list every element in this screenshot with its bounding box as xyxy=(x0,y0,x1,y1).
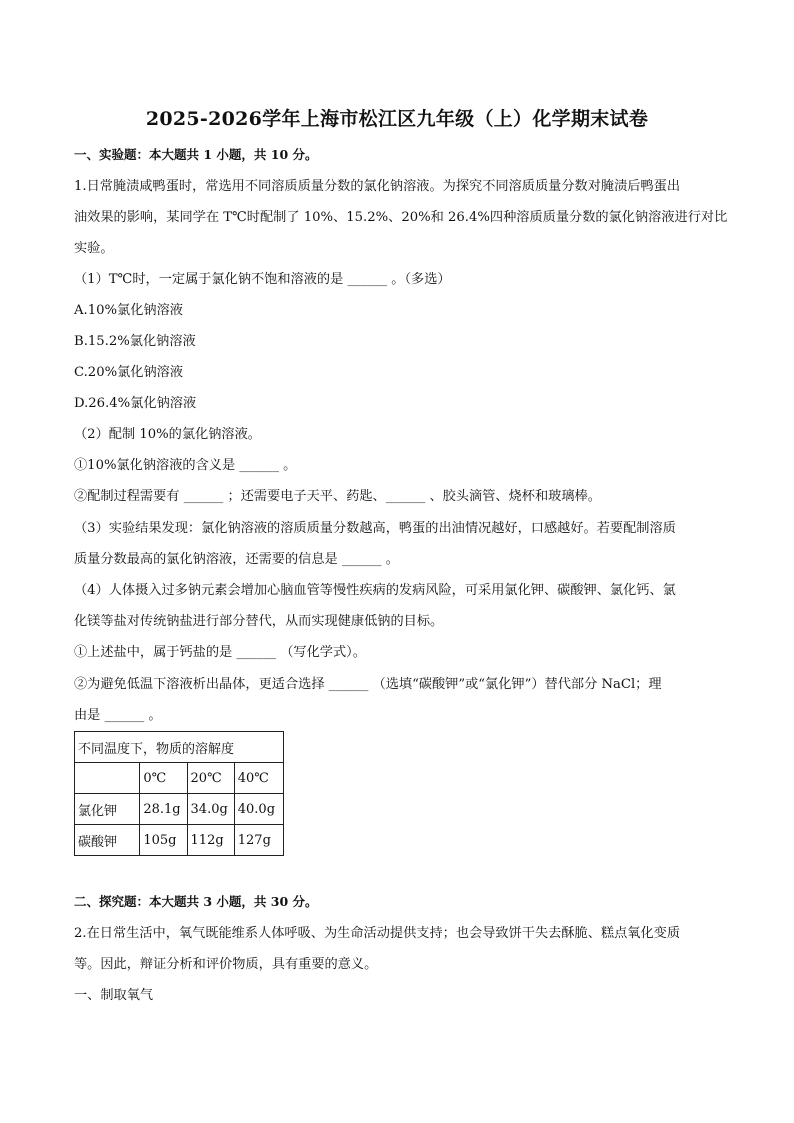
q1-intro-line-1: 1.日常腌渍咸鸭蛋时，常选用不同溶质质量分数的氯化钠溶液。为探究不同溶质质量分数对腌渍后鸭蛋出 xyxy=(74,179,681,194)
q1-part-2: （2）配制 10%的氯化钠溶液。 xyxy=(74,427,261,442)
q1-part-4-line-1: （4）人体摄入过多钠元素会增加心脑血管等慢性疾病的发病风险，可采用氯化钾、碳酸钾、氯化钙、氯 xyxy=(74,583,676,598)
exam-title: 2025-2026学年上海市松江区九年级（上）化学期末试卷 xyxy=(145,108,649,130)
table-row xyxy=(75,794,284,825)
table-header-cell: 40℃ xyxy=(234,763,283,794)
table-header-cell: 20℃ xyxy=(187,763,234,794)
table-header-cell xyxy=(75,763,140,794)
q2-subheading: 一、制取氧气 xyxy=(74,988,154,1003)
table-cell: 127g xyxy=(234,825,283,856)
q1-part-4-line-2: 化镁等盐对传统钠盐进行部分替代，从而实现健康低钠的目标。 xyxy=(74,614,444,629)
q1-option-c: C.20%氯化钠溶液 xyxy=(74,365,184,380)
table-header-row xyxy=(75,763,284,794)
table-caption-row xyxy=(75,732,284,763)
table-cell: 氯化钾 xyxy=(75,794,140,825)
q1-part-4-item-2: ②为避免低温下溶液析出晶体，更适合选择 ______ （选填“碳酸钾”或“氯化钾”）替代部分 NaCl；理 xyxy=(74,677,662,692)
q1-part-2-item-2: ②配制过程需要有 ______ ；还需要电子天平、药匙、______ 、胶头滴管、烧杯和玻璃棒。 xyxy=(74,489,601,504)
q1-part-4-item-1: ①上述盐中，属于钙盐的是 ______ （写化学式）。 xyxy=(74,645,366,660)
table-row xyxy=(75,825,284,856)
q2-intro-line-2: 等。因此，辩证分析和评价物质，具有重要的意义。 xyxy=(74,957,378,972)
q2-intro-line-1: 2.在日常生活中，氧气既能维系人体呼吸、为生命活动提供支持；也会导致饼干失去酥脆、糕点氧化变质 xyxy=(74,926,681,941)
table-cell: 40.0g xyxy=(234,794,283,825)
q1-option-b: B.15.2%氯化钠溶液 xyxy=(74,334,196,349)
table-cell: 112g xyxy=(187,825,234,856)
q1-option-d: D.26.4%氯化钠溶液 xyxy=(74,396,197,411)
section-heading-1: 一、实验题：本大题共 1 小题，共 10 分。 xyxy=(74,147,318,162)
solubility-table xyxy=(74,731,284,856)
table-cell: 碳酸钾 xyxy=(75,825,140,856)
section-heading-2: 二、探究题：本大题共 3 小题，共 30 分。 xyxy=(74,894,318,909)
table-caption: 不同温度下，物质的溶解度 xyxy=(75,732,284,763)
table-cell: 28.1g xyxy=(140,794,187,825)
q1-intro-line-2: 油效果的影响，某同学在 T℃时配制了 10%、15.2%、20%和 26.4%四种溶质质量分数的氯化钠溶液进行对比 xyxy=(74,210,728,225)
q1-part-3-line-2: 质量分数最高的氯化钠溶液，还需要的信息是 ______ 。 xyxy=(74,552,399,567)
table-cell: 34.0g xyxy=(187,794,234,825)
table-cell: 105g xyxy=(140,825,187,856)
q1-part-1: （1）T℃时，一定属于氯化钠不饱和溶液的是 ______ 。（多选） xyxy=(74,272,451,287)
q1-part-2-item-1: ①10%氯化钠溶液的含义是 ______ 。 xyxy=(74,458,297,473)
q1-part-4-reason: 由是 ______ 。 xyxy=(74,708,162,723)
q1-intro-line-3: 实验。 xyxy=(74,241,114,256)
q1-part-3-line-1: （3）实验结果发现：氯化钠溶液的溶质质量分数越高，鸭蛋的出油情况越好，口感越好。若要配制溶质 xyxy=(74,521,676,536)
table-header-cell: 0℃ xyxy=(140,763,187,794)
q1-option-a: A.10%氯化钠溶液 xyxy=(74,303,183,318)
